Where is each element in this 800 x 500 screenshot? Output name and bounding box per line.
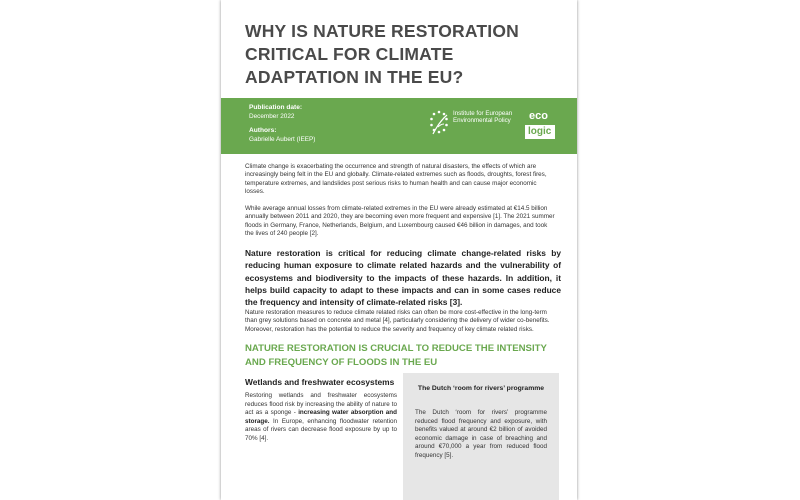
publication-date-label: Publication date: xyxy=(249,104,303,111)
case-study-box xyxy=(403,373,559,500)
ecologic-logo-bottom: logic xyxy=(528,126,552,137)
intro-paragraph: Climate change is exacerbating the occurrence and strength of natural disasters, the effects of which are increasingly being felt in the EU and globally. Climate-related extremes such as floods, droughts, forest fires, temperature extremes, and landslides post serious risks to human health and can cause major economic losses. xyxy=(245,163,547,196)
header-band xyxy=(221,98,577,154)
ieep-logo-text: Institute for European Environmental Policy xyxy=(453,110,513,125)
wetlands-text-2: In Europe, enhancing floodwater retention areas of rivers can decrease flood exposure by up to 70% [4]. xyxy=(245,417,397,442)
authors: Gabrielle Aubert (IEEP) xyxy=(249,136,316,143)
case-study-title: The Dutch ‘room for rivers’ programme xyxy=(417,385,545,392)
ecologic-logo-top: eco xyxy=(529,110,548,122)
authors-label: Authors: xyxy=(249,127,277,134)
wetlands-bold-text: increasing water absorption and storage. xyxy=(245,409,397,425)
cost-effectiveness-paragraph: Nature restoration measures to reduce climate related risks can often be more cost-effective in the long-term than grey solutions based on concrete and metal [4], particularly considering the delivery of wider co-benefits. Moreover, restoration has the potential to reduce the severity and frequency of key climate related risks. xyxy=(245,309,550,333)
wetlands-heading: Wetlands and freshwater ecosystems xyxy=(245,377,395,387)
document-title: WHY IS NATURE RESTORATION CRITICAL FOR CLIMATE ADAPTATION IN THE EU? xyxy=(245,21,519,87)
wetlands-paragraph xyxy=(245,392,397,443)
ecologic-logo xyxy=(525,110,565,142)
document-page xyxy=(221,0,577,500)
case-study-text: The Dutch ‘room for rivers’ programme reduced flood frequency and exposure, with benefits valued at around €2 billion of avoided economic damage in case of breaching and around €70,000 a year from reduced flood frequency [5]. xyxy=(415,409,547,459)
eu-stars-icon xyxy=(427,108,451,138)
losses-paragraph: While average annual losses from climate-related extremes in the EU were already estimated at €14.5 billion annually between 2011 and 2020, they are becoming even more frequent and expensive [1]. The 2021 summer floods in Germany, France, Netherlands, Belgium, and Luxembourg caused €46 billion in damages, and took the lives of 240 people [2]. xyxy=(245,205,555,238)
publication-date: December 2022 xyxy=(249,113,295,120)
ieep-logo xyxy=(427,108,517,144)
wetlands-text-1: Restoring wetlands and freshwater ecosystems reduces flood risk by increasing the ability of nature to act as a sponge - xyxy=(245,392,397,416)
section-heading: NATURE RESTORATION IS CRUCIAL TO REDUCE THE INTENSITY AND FREQUENCY OF FLOODS IN THE EU xyxy=(245,343,547,368)
key-statement: Nature restoration is critical for reducing climate change-related risks by reducing human exposure to climate related hazards and the vulnerability of ecosystems and biodiversity to the impacts of these hazards. In addition, it helps build capacity to adapt to these impacts and can in some cases reduce the frequency and intensity of climate-related risks [3]. xyxy=(245,248,561,308)
